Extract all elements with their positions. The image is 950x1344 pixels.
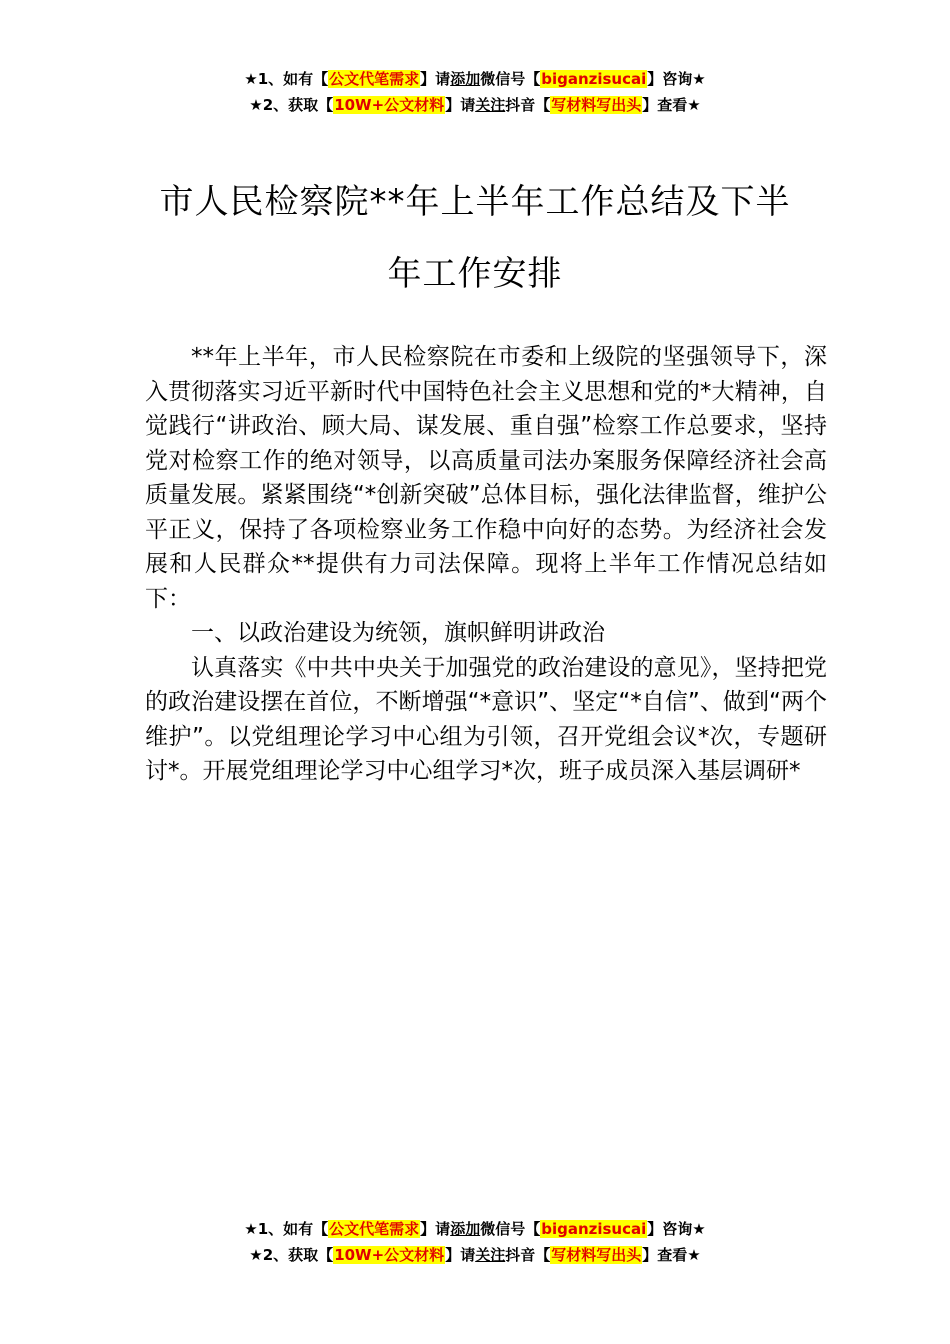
footer-banner bbox=[0, 1216, 950, 1268]
highlight-ghostwriting: 公文代笔需求 bbox=[329, 70, 420, 88]
banner-emphasis: 添加 bbox=[450, 70, 481, 88]
banner-text: 】咨询★ bbox=[647, 70, 706, 88]
banner-text: 】查看★ bbox=[642, 1246, 701, 1264]
wechat-id-link[interactable]: biganzisucai bbox=[541, 1220, 647, 1238]
banner-text: 微信号【 bbox=[480, 1220, 541, 1238]
title-line-2: 年工作安排 bbox=[387, 254, 563, 294]
banner-text: 】请 bbox=[420, 70, 451, 88]
document-title bbox=[0, 166, 950, 310]
highlight-ghostwriting: 公文代笔需求 bbox=[329, 1220, 420, 1238]
section-heading-1: 一、以政治建设为统领，旗帜鲜明讲政治 bbox=[191, 620, 605, 646]
banner-line-2 bbox=[0, 1242, 950, 1268]
banner-line-1 bbox=[0, 1216, 950, 1242]
douyin-account-link[interactable]: 写材料写出头 bbox=[551, 1246, 642, 1264]
highlight-materials: 10W+公文材料 bbox=[334, 96, 445, 114]
banner-text: 】咨询★ bbox=[647, 1220, 706, 1238]
banner-emphasis: 关注 bbox=[475, 1246, 506, 1264]
wechat-id-link[interactable]: biganzisucai bbox=[541, 70, 647, 88]
banner-text: ★2、获取【 bbox=[249, 1246, 334, 1264]
banner-text: 抖音【 bbox=[505, 1246, 551, 1264]
banner-text: ★1、如有【 bbox=[244, 70, 329, 88]
banner-text: 微信号【 bbox=[480, 70, 541, 88]
banner-text: 】请 bbox=[420, 1220, 451, 1238]
title-line-1: 市人民检察院**年上半年工作总结及下半 bbox=[159, 182, 791, 222]
intro-paragraph: **年上半年，市人民检察院在市委和上级院的坚强领导下，深入贯彻落实习近平新时代中国特色社会主义思想和党的*大精神，自觉践行“讲政治、顾大局、谋发展、重自强”检察工作总要求，坚持党对检察工作的绝对领导，以高质量司法办案服务保障经济社会高质量发展。紧紧围绕“*创新突破”总体目标，强化法律监督，维护公平正义，保持了各项检察业务工作稳中向好的态势。为经济社会发展和人民群众**提供有力司法保障。现将上半年工作情况总结如下： bbox=[145, 344, 827, 612]
banner-line-1 bbox=[0, 66, 950, 92]
highlight-materials: 10W+公文材料 bbox=[334, 1246, 445, 1264]
document-body bbox=[145, 340, 827, 789]
douyin-account-link[interactable]: 写材料写出头 bbox=[551, 96, 642, 114]
banner-text: ★1、如有【 bbox=[244, 1220, 329, 1238]
banner-text: 抖音【 bbox=[505, 96, 551, 114]
header-banner bbox=[0, 66, 950, 118]
banner-text: 】查看★ bbox=[642, 96, 701, 114]
section-paragraph-1: 认真落实《中共中央关于加强党的政治建设的意见》，坚持把党的政治建设摆在首位，不断增强“*意识”、坚定“*自信”、做到“两个维护”。以党组理论学习中心组为引领，召开党组会议*次，专题研讨*。开展党组理论学习中心组学习*次，班子成员深入基层调研* bbox=[145, 654, 827, 784]
banner-emphasis: 关注 bbox=[475, 96, 506, 114]
banner-line-2 bbox=[0, 92, 950, 118]
banner-emphasis: 添加 bbox=[450, 1220, 481, 1238]
banner-text: 】请 bbox=[445, 96, 476, 114]
banner-text: ★2、获取【 bbox=[249, 96, 334, 114]
banner-text: 】请 bbox=[445, 1246, 476, 1264]
